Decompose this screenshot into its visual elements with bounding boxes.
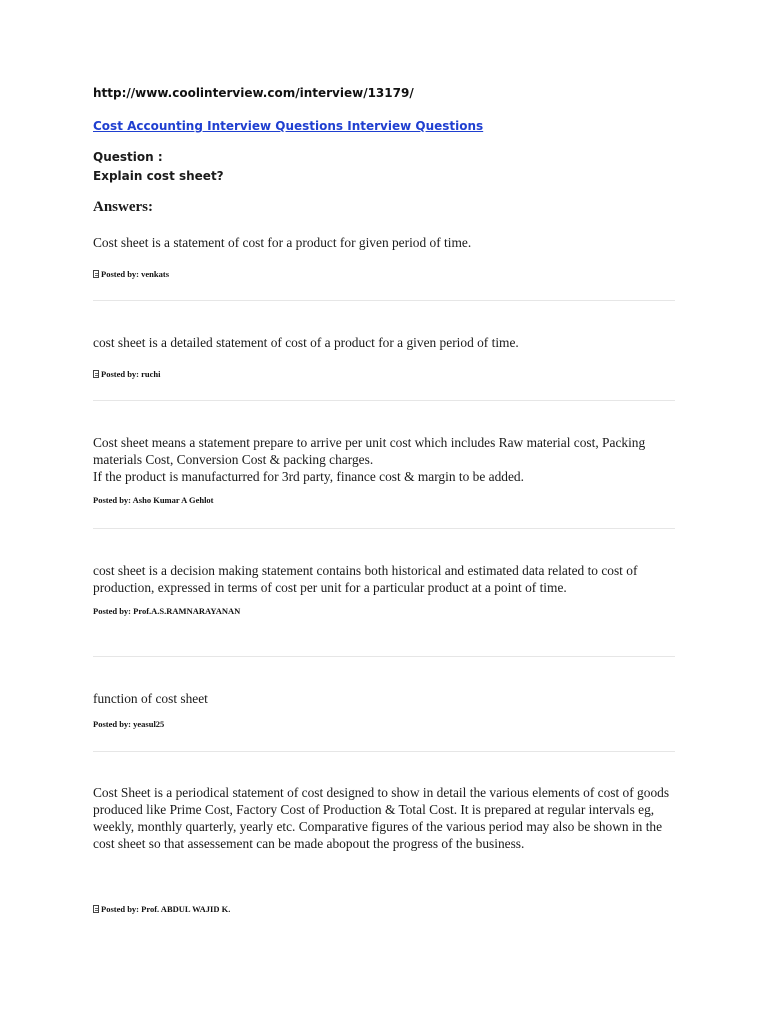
- posted-by: [93, 606, 675, 616]
- posted-by-text: Posted by: ruchi: [101, 369, 161, 379]
- source-url: http://www.coolinterview.com/interview/13179/: [93, 86, 414, 100]
- answer-item: [93, 690, 675, 729]
- answers-label: Answers:: [93, 199, 153, 215]
- question-label: Question :: [93, 150, 163, 164]
- answer-text: function of cost sheet: [93, 691, 208, 706]
- answer-divider: [93, 656, 675, 657]
- answer-text: cost sheet is a decision making statement contains both historical and estimated data related to cost of production, expressed in terms of cost per unit for a particular product at a point of time.: [93, 563, 638, 595]
- document-icon: [93, 270, 99, 278]
- question-text: Explain cost sheet?: [93, 169, 224, 183]
- answer-item: [93, 434, 675, 505]
- answer-item: [93, 234, 675, 279]
- answer-divider: [93, 528, 675, 529]
- posted-by: [93, 269, 675, 279]
- posted-by-text: Posted by: Prof.A.S.RAMNARAYANAN: [93, 606, 241, 616]
- document-icon: [93, 905, 99, 913]
- answer-text: Cost sheet means a statement prepare to arrive per unit cost which includes Raw material cost, Packing materials Cost, Conversion Cost & packing charges. If the product is manufacturred for 3rd party, finance cost & margin to be added.: [93, 435, 646, 484]
- posted-by: [93, 904, 675, 914]
- answer-item: [93, 562, 675, 616]
- answer-divider: [93, 300, 675, 301]
- answer-divider: [93, 751, 675, 752]
- posted-by: [93, 369, 675, 379]
- answer-text: Cost Sheet is a periodical statement of cost designed to show in detail the various elements of cost of goods produced like Prime Cost, Factory Cost of Production & Total Cost. It is prepared at regular intervals eg, weekly, monthly quarterly, yearly etc. Comparative figures of the various period may also be shown in the cost sheet so that assessement can be made abopout the progress of the business.: [93, 785, 670, 851]
- answer-item: [93, 334, 675, 379]
- category-link[interactable]: Cost Accounting Interview Questions Interview Questions: [93, 119, 484, 133]
- document-icon: [93, 370, 99, 378]
- posted-by-text: Posted by: Prof. ABDUL WAJID K.: [101, 904, 231, 914]
- posted-by-text: Posted by: yeasul25: [93, 719, 165, 729]
- posted-by: [93, 495, 675, 505]
- answer-item: [93, 784, 675, 914]
- answer-text: Cost sheet is a statement of cost for a product for given period of time.: [93, 235, 472, 250]
- posted-by-text: Posted by: Asho Kumar A Gehlot: [93, 495, 214, 505]
- posted-by-text: Posted by: venkats: [101, 269, 170, 279]
- answer-text: cost sheet is a detailed statement of cost of a product for a given period of time.: [93, 335, 519, 350]
- answer-divider: [93, 400, 675, 401]
- posted-by: [93, 719, 675, 729]
